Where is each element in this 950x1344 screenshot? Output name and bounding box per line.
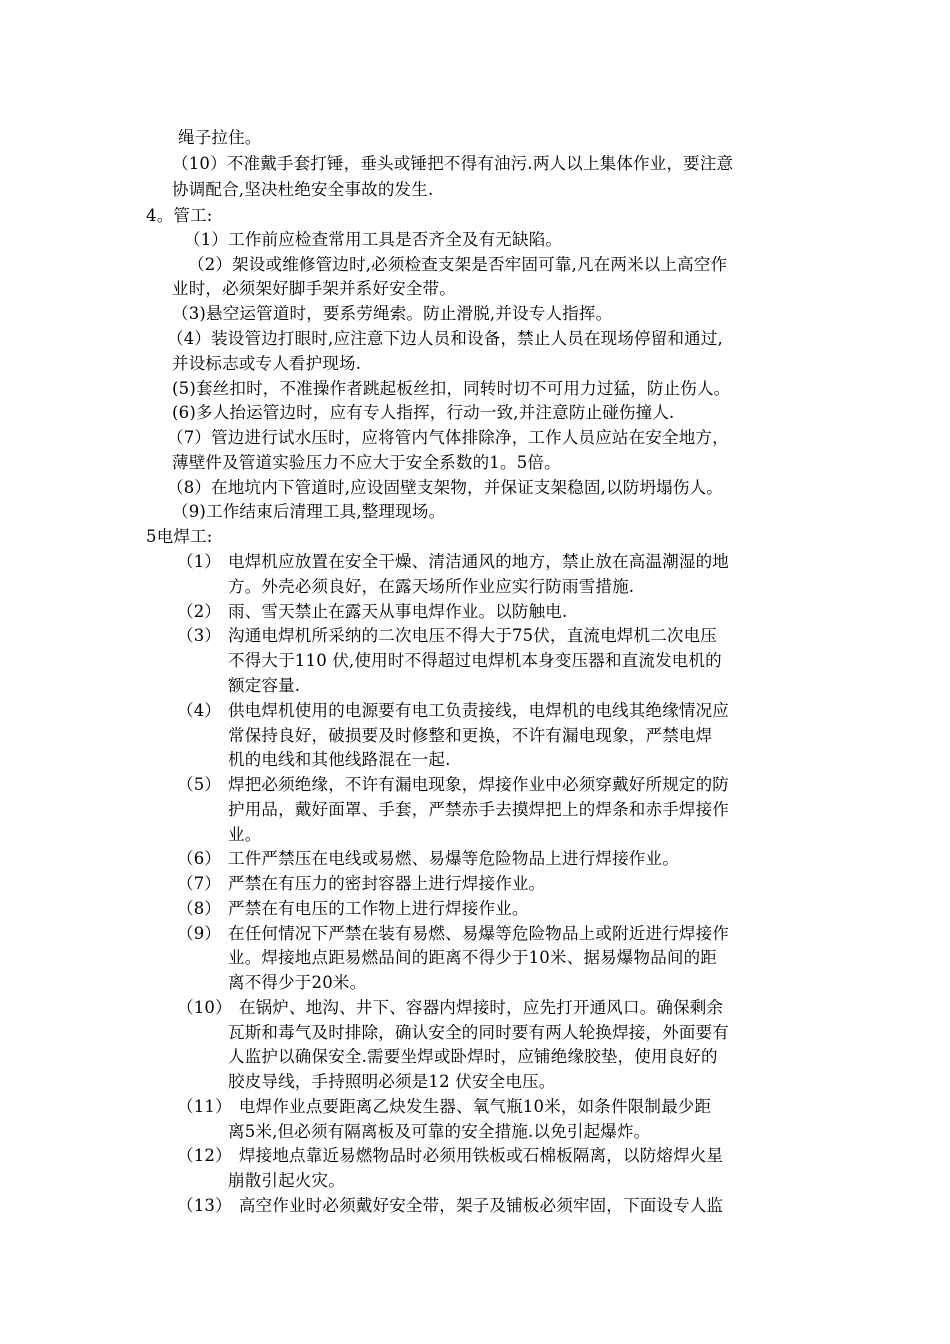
list-item-text: 严禁在有电压的工作物上进行焊接作业。 — [228, 899, 529, 918]
list-item-text: 方。外壳必须良好，在露天场所作业应实行防雨雪措施. — [228, 577, 635, 596]
list-item-number: （7） — [177, 874, 222, 893]
list-item-number: （11） — [177, 1097, 232, 1116]
list-item-text: 供电焊机使用的电源要有电工负责接线，电焊机的电线其绝缘情况应 — [228, 701, 729, 720]
list-item-number: （9） — [177, 924, 222, 943]
list-item-number: （12） — [177, 1146, 232, 1165]
list-item-text: 高空作业时必须戴好安全带，架子及铺板必须牢固，下面设专人监 — [228, 1196, 724, 1215]
list-item-continuation: 并设标志或专人看护现场. — [172, 354, 362, 373]
list-item-number: （4） — [177, 701, 222, 720]
list-item-text: 焊把必须绝缘，不许有漏电现象，焊接作业中必须穿戴好所规定的防 — [228, 775, 729, 794]
list-item-text: 电焊作业点要距离乙炔发生器、氧气瓶10米，如条件限制最少距 — [228, 1097, 712, 1116]
list-item-text: 沟通电焊机所采纳的二次电压不得大于75伏，直流电焊机二次电压 — [228, 626, 717, 645]
list-item-text: 雨、雪天禁止在露天从事电焊作业。以防触电. — [228, 602, 568, 621]
list-item-text: 在锅炉、地沟、井下、容器内焊接时，应先打开通风口。确保剩余 — [228, 998, 724, 1017]
list-item-text: 严禁在有压力的密封容器上进行焊接作业。 — [228, 874, 546, 893]
section-heading: 4。管工: — [146, 206, 213, 225]
list-item-text: 额定容量. — [228, 676, 301, 695]
list-item: （7）管边进行试水压时，应将管内气体排除净，工作人员应站在安全地方， — [167, 428, 729, 447]
list-item-text: 电焊机应放置在安全干燥、清洁通风的地方，禁止放在高温潮湿的地 — [228, 552, 729, 571]
list-item-number: （1） — [177, 552, 222, 571]
section-heading: 5电焊工: — [146, 527, 213, 546]
list-item-continuation: 薄壁件及管道实验压力不应大于安全系数的1。5倍。 — [172, 453, 561, 472]
list-item: (5)套丝扣时，不准操作者跳起板丝扣，同转时切不可用力过猛，防止伤人。 — [172, 379, 731, 398]
list-item: （1）工作前应检查常用工具是否齐全及有无缺陷。 — [184, 230, 563, 249]
list-item-text: 焊接地点靠近易燃物品时必须用铁板或石棉板隔离，以防熔焊火星 — [228, 1146, 724, 1165]
paragraph-line: 协调配合,坚决杜绝安全事故的发生. — [172, 180, 434, 199]
list-item-text: 业。焊接地点距易燃品间的距离不得少于10米、据易爆物品间的距 — [228, 948, 717, 967]
paragraph-line: 绳子拉住。 — [178, 128, 262, 147]
list-item: （8）在地坑内下管道时,应设固壁支架物，并保证支架稳固,以防坍塌伤人。 — [167, 478, 723, 497]
list-item-number: （6） — [177, 849, 222, 868]
list-item: （2）架设或维修管边时,必须检查支架是否牢固可靠,凡在两米以上高空作 — [188, 255, 728, 274]
list-item-number: （10） — [177, 998, 232, 1017]
list-item-text: 常保持良好，破损要及时修整和更换，不许有漏电现象，严禁电焊 — [228, 726, 713, 745]
list-item-text: 瓦斯和毒气及时排除，确认安全的同时要有两人轮换焊接，外面要有 — [228, 1023, 729, 1042]
list-item: （4）装设管边打眼时,应注意下边人员和设备，禁止人员在现场停留和通过, — [167, 329, 723, 348]
list-item-text: 在任何情况下严禁在装有易燃、易爆等危险物品上或附近进行焊接作 — [228, 924, 729, 943]
list-item-text: 人监护以确保安全.需要坐焊或卧焊时，应铺绝缘胶垫，使用良好的 — [228, 1047, 718, 1066]
list-item-text: 业。 — [228, 825, 262, 844]
list-item-number: （3） — [177, 626, 222, 645]
list-item-text: 不得大于110 伏,使用时不得超过电焊机本身变压器和直流发电机的 — [228, 651, 722, 670]
list-item-number: （8） — [177, 899, 222, 918]
list-item: （9)工作结束后清理工具,整理现场。 — [172, 502, 446, 521]
list-item-text: 胶皮导线，手持照明必须是12 伏安全电压。 — [228, 1072, 556, 1091]
list-item: (6)多人抬运管边时，应有专人指挥，行动一致,并注意防止碰伤撞人. — [172, 403, 675, 422]
list-item-text: 离5米,但必须有隔离板及可靠的安全措施.以免引起爆炸。 — [228, 1122, 651, 1141]
list-item-text: 离不得少于20米。 — [228, 973, 367, 992]
list-item-number: （5） — [177, 775, 222, 794]
list-item-text: 崩散引起火灾。 — [228, 1171, 345, 1190]
list-item-continuation: 业时，必须架好脚手架并系好安全带。 — [172, 279, 456, 298]
list-item-text: 护用品，戴好面罩、手套，严禁赤手去摸焊把上的焊条和赤手焊接作 — [228, 800, 729, 819]
paragraph-line: （10）不准戴手套打锤，垂头或锤把不得有油污.两人以上集体作业，要注意 — [172, 154, 734, 173]
list-item-text: 机的电线和其他线路混在一起. — [228, 750, 451, 769]
list-item: （3)悬空运管道时，要系劳绳索。防止滑脱,并设专人指挥。 — [172, 304, 613, 323]
list-item-number: （2） — [177, 602, 222, 621]
list-item-number: （13） — [177, 1196, 232, 1215]
list-item-text: 工件严禁压在电线或易燃、易爆等危险物品上进行焊接作业。 — [228, 849, 679, 868]
